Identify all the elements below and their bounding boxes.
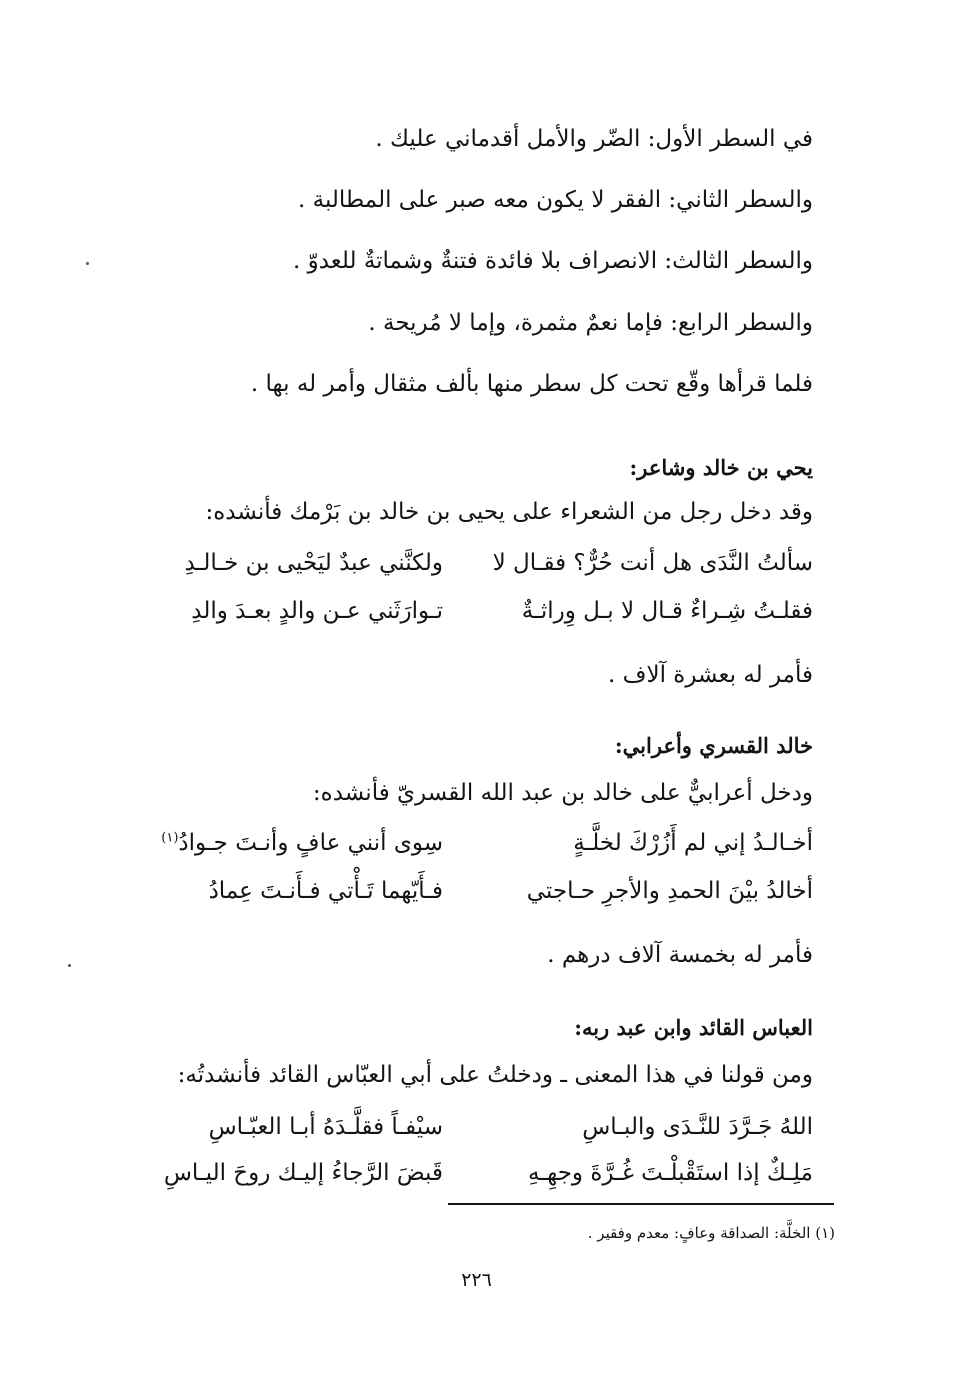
section-heading: يحي بن خالد وشاعر: [629,455,813,480]
section-heading: خالد القسري وأعرابي: [614,733,813,758]
section-intro: وقد دخل رجل من الشعراء على يحيى بن خالد بن بَرْمك فأنشده: [205,499,813,525]
verse-second-hemistich [161,826,443,860]
page-number: ٢٢٦ [461,1269,492,1291]
verse-second-hemistich: سيْفـاً فقلَّـدَهُ أبـا العبّـاسِ [208,1114,443,1140]
section-intro: ودخل أعرابيٌّ على خالد بن عبد الله القسريّ فأنشده: [312,780,813,806]
section-closing: فأمر له بعشرة آلاف . [607,662,813,688]
scan-speck [86,262,89,265]
intro-line-4: والسطر الرابع: فإما نعمٌ مثمرة، وإما لا مُريحة . [368,310,813,336]
footnote: (١) الخلَّة: الصداقة وعافٍ: معدم وفقير . [587,1224,835,1242]
verse-second-hemistich: ولكنَّني عبدٌ ليَحْيى بن خـالـدِ [184,550,443,576]
footnote-marker: (١) [161,830,179,846]
intro-line-3: والسطر الثالث: الانصراف بلا فائدة فتنةٌ وشماتةٌ للعدوّ . [292,248,813,274]
section-heading: العباس القائد وابن عبد ربه: [574,1015,813,1040]
verse-second-hemistich-text: سِوى أنني عافٍ وأنـتَ جـوادُ [178,830,443,856]
scan-speck [68,964,71,967]
intro-line-2: والسطر الثاني: الفقر لا يكون معه صبر على المطالبة . [298,187,813,213]
poem-verse [113,546,813,580]
verse-second-hemistich: تـوارَثَني عـن والدٍ بعـدَ والدِ [191,598,443,624]
intro-line-5: فلما قرأها وقّع تحت كل سطر منها بألف مثقال وأمر له بها . [250,371,813,397]
poem-verse [113,826,813,860]
intro-line-1: في السطر الأول: الضّر والأمل أقدماني عليك . [375,126,813,152]
verse-first-hemistich: اللهُ جَـرَّدَ للنَّـدَى والبـاسِ [582,1114,813,1140]
footnote-divider [448,1203,834,1205]
verse-first-hemistich: مَلِـكٌ إذا استَقْبلْـتَ غُـرَّةَ وجهِـهِ [528,1160,813,1186]
poem-verse [113,594,813,628]
section-intro: ومن قولنا في هذا المعنى ـ ودخلتُ على أبي العبّاس القائد فأنشدتُه: [177,1062,813,1088]
poem-verse [113,1110,813,1144]
verse-second-hemistich: فـأَيّهما تَـأْتي فـأَنـتَ عِمادُ [208,878,443,904]
poem-verse [113,1156,813,1190]
verse-first-hemistich: أخالدُ بيْنَ الحمدِ والأجرِ حـاجتي [526,878,813,904]
poem-verse [113,874,813,908]
verse-first-hemistich: أخـالـدُ إني لم أَزُرْكَ لخلَّـةٍ [573,830,813,856]
verse-first-hemistich: سألتُ النَّدَى هل أنت حُرٌّ؟ فقـال لا [492,550,813,576]
section-closing: فأمر له بخمسة آلاف درهم . [547,942,813,968]
verse-second-hemistich: قَبضَ الرَّجاءُ إليـك روحَ اليـاسِ [163,1160,443,1186]
verse-first-hemistich: فقلـتُ شِـراءٌ قـال لا بـل وِراثـةٌ [521,598,813,624]
